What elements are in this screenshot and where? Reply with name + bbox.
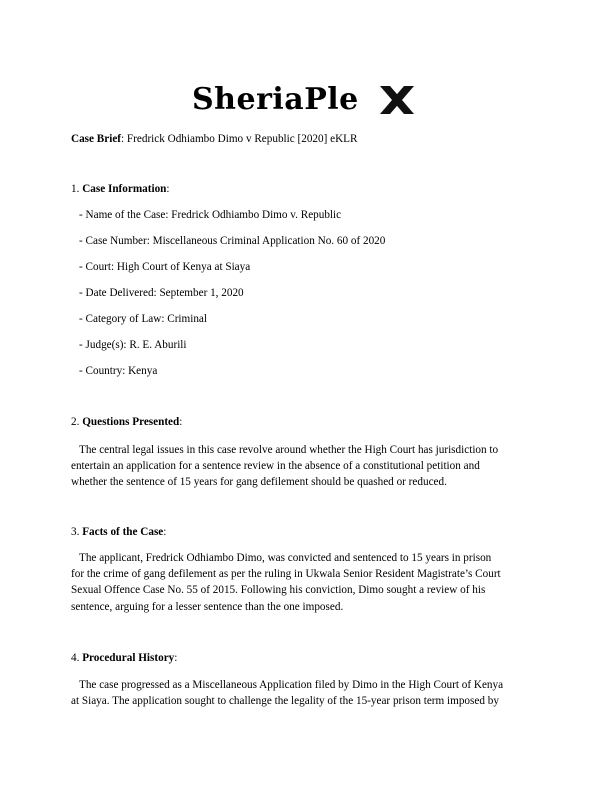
section-heading-questions-presented xyxy=(71,416,182,428)
section-title: Procedural History xyxy=(82,652,175,664)
info-item: - Date Delivered: September 1, 2020 xyxy=(79,287,244,299)
info-item: - Country: Kenya xyxy=(79,365,158,377)
paragraph-line: Sexual Offence Case No. 55 of 2015. Following his conviction, Dimo sought a review of his xyxy=(71,584,486,597)
info-item: - Court: High Court of Kenya at Siaya xyxy=(79,261,251,273)
info-item: - Category of Law: Criminal xyxy=(79,313,208,325)
section-title: Case Information xyxy=(82,183,167,195)
section-number: 1. xyxy=(71,183,83,195)
section-number: 2. xyxy=(71,416,83,428)
paragraph-line: sentence, arguing for a lesser sentence than the one imposed. xyxy=(71,600,344,613)
section-number: 3. xyxy=(71,526,83,538)
history-paragraph xyxy=(71,677,551,709)
sheriaplex-logo xyxy=(0,80,612,120)
info-item: - Case Number: Miscellaneous Criminal Application No. 60 of 2020 xyxy=(79,235,386,247)
logo-text: SheriaPle xyxy=(192,82,359,117)
section-colon: : xyxy=(166,183,170,195)
section-title: Questions Presented xyxy=(82,416,180,428)
paragraph-line: whether the sentence of 15 years for gang defilement should be quashed or reduced. xyxy=(71,476,447,489)
section-colon: : xyxy=(163,526,167,538)
section-number: 4. xyxy=(71,652,83,664)
logo-x-mark-icon xyxy=(378,84,416,116)
paragraph-line: entertain an application for a sentence review in the absence of a constitutional petition and xyxy=(71,460,480,473)
paragraph-line: for the crime of gang defilement as per the ruling in Ukwala Senior Resident Magistrate’s Court xyxy=(71,568,501,581)
case-brief-title: : Fredrick Odhiambo Dimo v Republic [2020] eKLR xyxy=(121,133,358,145)
info-item: - Name of the Case: Fredrick Odhiambo Dimo v. Republic xyxy=(79,209,342,221)
paragraph-line: at Siaya. The application sought to challenge the legality of the 15-year prison term imposed by xyxy=(71,695,499,708)
info-item: - Judge(s): R. E. Aburili xyxy=(79,339,187,351)
facts-paragraph xyxy=(71,550,551,615)
paragraph-line: The applicant, Fredrick Odhiambo Dimo, was convicted and sentenced to 15 years in prison xyxy=(79,552,492,564)
questions-paragraph xyxy=(71,442,551,491)
case-brief-label: Case Brief xyxy=(71,133,122,145)
section-heading-facts-of-the-case xyxy=(71,526,166,538)
section-heading-case-information xyxy=(71,183,170,195)
paragraph-line: The case progressed as a Miscellaneous Application filed by Dimo in the High Court of Kenya xyxy=(79,679,504,691)
paragraph-line: The central legal issues in this case revolve around whether the High Court has jurisdiction to xyxy=(79,444,499,456)
section-colon: : xyxy=(174,652,178,664)
section-title: Facts of the Case xyxy=(82,526,164,538)
section-heading-procedural-history xyxy=(71,652,177,664)
section-colon: : xyxy=(179,416,183,428)
case-brief-line xyxy=(71,133,357,145)
